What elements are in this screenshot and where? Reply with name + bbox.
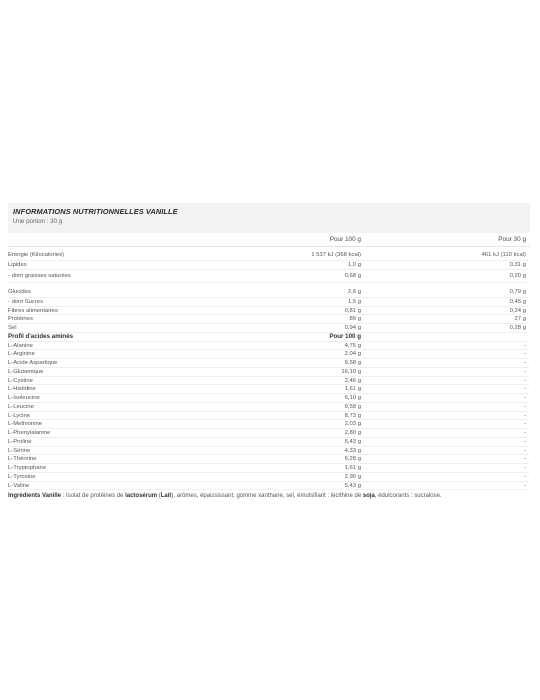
ingredients-label: Ingrédients Vanille (8, 493, 62, 500)
row-value-per30: 0,31 g (509, 262, 526, 268)
row-value-per30: - (524, 395, 526, 401)
row-value-per100: 1,61 g (344, 386, 361, 393)
row-value-per100: 2,80 g (344, 430, 361, 436)
row-label: Glucides (8, 288, 31, 295)
row-value-per100: 89 g (349, 316, 361, 323)
row-label: - dont graisses saturées (8, 272, 71, 279)
table-row (8, 385, 530, 394)
nutrition-panel (8, 203, 530, 501)
row-label: L-Lycine (8, 412, 31, 419)
table-row (8, 359, 530, 368)
table-row (8, 464, 530, 473)
row-value-per100: 5,43 g (344, 438, 361, 445)
row-value-per30: - (524, 412, 526, 419)
ingredients-part: ), arômes, épaississant, gomme xanthane, sel, émulsifiant : lécithine de (171, 493, 363, 500)
row-label: L-Arginine (8, 351, 35, 358)
table-row (8, 270, 530, 283)
amino-header-row (8, 333, 530, 342)
row-value-per100: 9,58 g (344, 403, 361, 410)
row-label: L-Tryptophane (8, 465, 47, 471)
column-header-per100: Pour 100 g (329, 236, 361, 243)
table-row (8, 368, 530, 377)
table-row (8, 377, 530, 386)
table-row (8, 315, 530, 324)
row-value-per30: - (524, 403, 526, 410)
table-row (8, 429, 530, 438)
row-value-per30: 0,20 g (509, 272, 526, 279)
table-row (8, 473, 530, 482)
row-value-per100: 0,68 g (344, 272, 361, 279)
row-value-per100: 4,33 g (344, 447, 361, 454)
row-label: L-Glutamique (8, 368, 44, 375)
row-label: Fibres alimentaires (8, 307, 58, 314)
row-value-per30: - (524, 386, 526, 393)
table-row (8, 420, 530, 429)
row-label: L-Sérine (8, 447, 31, 454)
row-value-per30: 461 kJ (110 kcal) (481, 252, 526, 258)
row-value-per30: - (524, 465, 526, 471)
table-row (8, 455, 530, 464)
row-value-per100: 5,43 g (344, 482, 361, 489)
table-row (8, 324, 530, 333)
row-value-per30: 0,45 g (509, 298, 526, 305)
row-value-per100: 8,73 g (344, 412, 361, 419)
table-row (8, 403, 530, 412)
allergen-lait: Lait (160, 493, 172, 500)
row-label: L-Alanine (8, 342, 33, 349)
row-value-per100: 2,6 g (347, 288, 361, 295)
nutrition-title: INFORMATIONS NUTRITIONNELLES VANILLE (13, 207, 178, 216)
table-row (8, 307, 530, 316)
row-value-per100: 0,94 g (344, 325, 361, 331)
row-label: L-Tyrosine (8, 473, 36, 480)
row-value-per100: 6,28 g (344, 456, 361, 463)
row-label: L-Methionine (8, 421, 43, 428)
row-label: Sel (8, 325, 17, 331)
row-value-per30: - (524, 438, 526, 445)
row-value-per100: 1 537 kJ (368 kcal) (311, 252, 361, 258)
table-row (8, 350, 530, 359)
row-value-per30: - (524, 456, 526, 463)
nutrition-header (8, 203, 530, 233)
row-value-per30: - (524, 360, 526, 366)
row-label: L-Théorine (8, 456, 37, 463)
row-label: L-Proline (8, 438, 32, 445)
ingredients-part: ( (157, 493, 161, 500)
table-row (8, 482, 530, 491)
table-row (8, 283, 530, 298)
row-value-per30: 0,79 g (509, 288, 526, 295)
row-value-per100: 4,75 g (344, 342, 361, 349)
row-label: L-Isoleucine (8, 395, 40, 401)
row-value-per100: 2,03 g (344, 421, 361, 428)
amino-header-label: Profil d'acides aminés (8, 332, 74, 340)
serving-size: Une portion : 30 g (13, 218, 63, 225)
table-row (8, 298, 530, 307)
table-row (8, 342, 530, 351)
allergen-lactoserum: lactosérum (125, 493, 158, 500)
row-label: L-Valine (8, 482, 30, 489)
row-value-per30: - (524, 342, 526, 349)
row-value-per30: - (524, 482, 526, 489)
row-value-per100: 2,46 g (344, 377, 361, 384)
row-value-per100: 0,81 g (344, 307, 361, 314)
row-label: Lipides (8, 262, 27, 268)
row-value-per30: 0,24 g (509, 307, 526, 314)
table-row (8, 412, 530, 421)
row-label: L-Leucine (8, 403, 34, 410)
row-value-per30: - (524, 447, 526, 454)
column-header-per30: Pour 30 g (498, 236, 526, 243)
row-value-per100: 6,10 g (344, 395, 361, 401)
row-value-per100: 1,0 g (347, 262, 361, 268)
row-label: Energie (Kilocalories) (8, 252, 64, 258)
row-value-per100: 1,5 g (347, 298, 361, 305)
row-value-per30: - (524, 377, 526, 384)
table-row (8, 447, 530, 456)
row-value-per100: 16,10 g (341, 368, 361, 375)
table-row (8, 438, 530, 447)
row-value-per100: 2,90 g (344, 473, 361, 480)
table-row (8, 394, 530, 403)
row-value-per30: - (524, 351, 526, 358)
row-value-per30: - (524, 368, 526, 375)
ingredients-part: : Isolat de protéines de (61, 493, 126, 500)
row-value-per100: 1,61 g (344, 465, 361, 471)
row-value-per100: 2,04 g (344, 351, 361, 358)
row-value-per30: - (524, 430, 526, 436)
amino-header-per100: Pour 100 g (329, 332, 361, 340)
row-label: Protéines (8, 316, 33, 323)
row-value-per100: 9,58 g (344, 360, 361, 366)
row-label: L-Phenylalanine (8, 430, 51, 436)
nutrition-table (8, 247, 530, 333)
allergen-soja: soja (362, 493, 375, 500)
row-label: L-Acide Aspartique (8, 360, 58, 366)
row-value-per30: 27 g (514, 316, 526, 323)
column-headers (8, 234, 530, 247)
row-value-per30: - (524, 421, 526, 428)
table-row (8, 261, 530, 270)
row-label: - dont Sucres (8, 298, 44, 305)
row-value-per30: 0,28 g (509, 325, 526, 331)
table-row (8, 247, 530, 261)
ingredients-text (8, 491, 530, 501)
row-label: L-Cystine (8, 377, 33, 384)
row-label: L-Histidine (8, 386, 36, 393)
row-value-per30: - (524, 473, 526, 480)
ingredients-part: , édulcorants : sucralose. (374, 493, 442, 500)
amino-table (8, 342, 530, 491)
